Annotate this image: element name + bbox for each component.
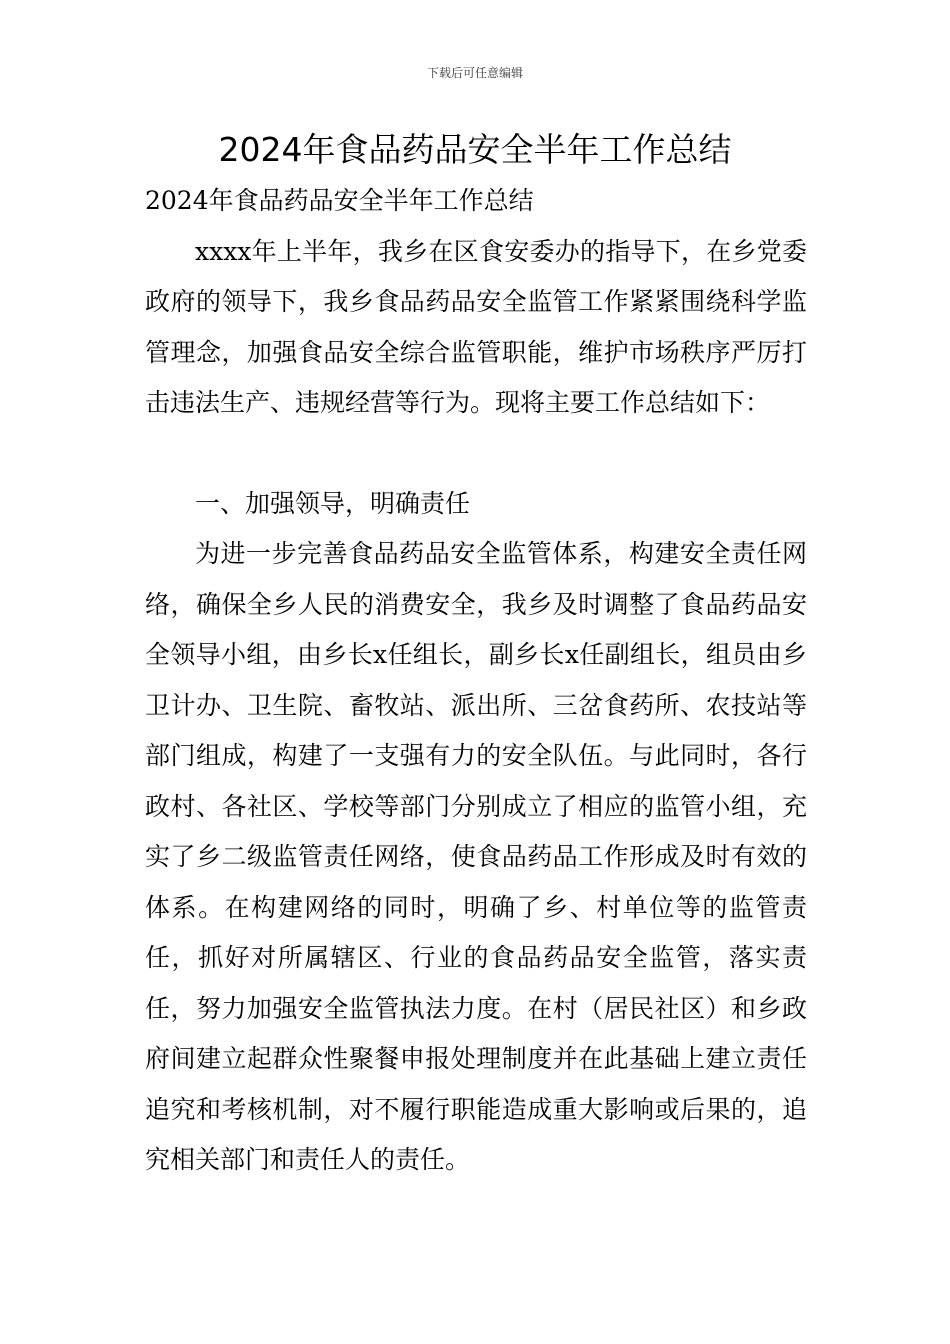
document-body [145, 176, 807, 1186]
section-paragraph-1: 为进一步完善食品药品安全监管体系，构建安全责任网络，确保全乡人民的消费安全，我乡及时调整了食品药品安全领导小组，由乡长x任组长，副乡长x任副组长，组员由乡卫计办、卫生院、畜牧站、派出所、三岔食药所、农技站等部门组成，构建了一支强有力的安全队伍。与此同时，各行政村、各社区、学校等部门分别成立了相应的监管小组，充实了乡二级监管责任网络，使食品药品工作形成及时有效的体系。在构建网络的同时，明确了乡、村单位等的监管责任，抓好对所属辖区、行业的食品药品安全监管，落实责任，努力加强安全监管执法力度。在村（居民社区）和乡政府间建立起群众性聚餐申报处理制度并在此基础上建立责任追究和考核机制，对不履行职能造成重大影响或后果的，追究相关部门和责任人的责任。 [145, 539, 807, 1174]
document-subtitle: 2024年食品药品安全半年工作总结 [145, 186, 534, 215]
paragraph-spacer [145, 429, 807, 479]
intro-paragraph: xxxx年上半年，我乡在区食安委办的指导下，在乡党委政府的领导下，我乡食品药品安全监管工作紧紧围绕科学监管理念，加强食品安全综合监管职能，维护市场秩序严厉打击违法生产、违规经营等行为。现将主要工作总结如下： [145, 236, 807, 417]
header-note: 下载后可任意编辑 [426, 66, 523, 80]
document-title: 2024年食品药品安全半年工作总结 [218, 130, 732, 169]
section-heading-1: 一、加强领导，明确责任 [195, 488, 471, 518]
